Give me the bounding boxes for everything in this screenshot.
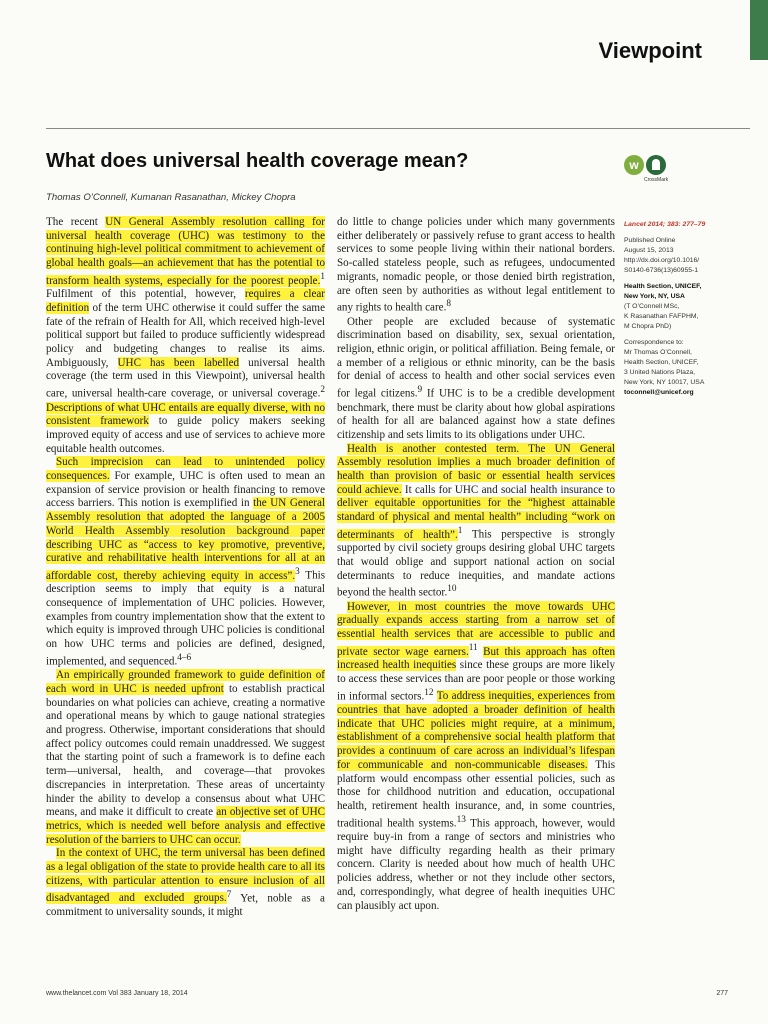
badges [624, 155, 680, 191]
paragraph-5: do little to change policies under which many governments either deliberately or passively refuse to grant access to health services to some people living within their national borders. So-called stateless people, such as refugees, undocumented migrants, nomadic people, or those denied birth registration, are often seen by authorities as without legal entitlement to any rights to health care.$^8$ [337, 216, 615, 314]
correspondence-line: Mr Thomas O’Connell, [624, 349, 692, 356]
paragraph-8: However, in most countries the move towards UHC gradually expands access starting from a narrow set of essential health services that are accessible to public and private sector wage earners.$^{11}$ But this approach has often increased health inequities since these groups are more likely to access these services than are poor people or those working in informal sectors.$^{12}$ To address inequities, experiences from countries that have adopted a broader definition of health indicate that UHC policies might require, at a minimum, establishment of a comprehensive social health platform that provides a continuum of care across an individual’s lifespan for communicable and non-communicable diseases. This platform would encompass other essential policies, such as those for childhood nutrition and education, occupational health, retirement health insurance, and, in some countries, traditional health systems.$^{13}$ This approach, however, would require buy-in from a range of sectors and ministries who might have difficulty regarding health as their primary concern. Clarity is needed about how much of health UHC policies address, whether or not they include other sectors, and, correspondingly, what degree of health inequities UHC can plausibly act upon. [337, 600, 616, 912]
affiliation [624, 282, 742, 332]
published-label: Published Online [624, 237, 676, 244]
citation: Lancet 2014; 383: 277–79 [624, 221, 706, 228]
section-label: Viewpoint [598, 38, 702, 63]
affiliation-author: (T O’Connell MSc, [624, 303, 680, 310]
doi-link[interactable]: http://dx.doi.org/10.1016/ [624, 257, 700, 264]
correspondence-email[interactable]: toconnell@unicef.org [624, 389, 694, 396]
accent-bar [750, 0, 768, 60]
crossmark-bookmark-icon [652, 159, 660, 170]
correspondence-line: New York, NY 10017, USA [624, 379, 705, 386]
affiliation-location: New York, NY, USA [624, 293, 685, 300]
publication-info [624, 236, 742, 276]
crossmark-label: CrossMark [644, 177, 669, 183]
open-access-icon: w [624, 155, 644, 175]
crossmark-icon[interactable] [646, 155, 666, 175]
footer-journal[interactable]: www.thelancet.com Vol 383 January 18, 2014 [46, 990, 188, 997]
paragraph-2: Such imprecision can lead to unintended policy consequences. For example, UHC is often used to mean an expansion of service provision or health financing to remove access barriers. This notion is exemplified in the UN General Assembly resolution that adopted the language of a 2005 World Health Assembly resolution background paper describing UHC as “access to key promotive, preventive, curative and rehabilitative health interventions for all at an affordable cost, thereby achieving equity in access”.$^3$ This description seems to imply that equity is a natural consequence of implementation of UHC policies. However, examples from country implementation show that the extent to which equity is improved through UHC policies is conditional on how UHC terms and policies are defined, designed, implemented, and sequenced.$^{4-6}$ [46, 456, 326, 668]
page-number: 277 [716, 990, 728, 997]
sidebar [624, 220, 742, 404]
header-rule [46, 128, 750, 129]
affiliation-author: M Chopra PhD) [624, 323, 672, 330]
doi-id: S0140-6736(13)60955-1 [624, 267, 699, 274]
correspondence-line: 3 United Nations Plaza, [624, 369, 696, 376]
article-authors: Thomas O’Connell, Kumanan Rasanathan, Mickey Chopra [46, 192, 296, 203]
affiliation-org: Health Section, UNICEF, [624, 283, 702, 290]
correspondence-line: Health Section, UNICEF, [624, 359, 699, 366]
correspondence [624, 338, 742, 398]
affiliation-author: K Rasanathan FAFPHM, [624, 313, 699, 320]
body-column-1 [46, 216, 325, 920]
published-date: August 15, 2013 [624, 247, 674, 254]
paragraph-1: The recent UN General Assembly resolution calling for universal health coverage (UHC) was testimony to the continuing high-level political commitment to achievement of global health goals—an achievement that has the potential to transform health systems, especially for the poorest people.$^1$ Fulfilment of this potential, however, requires a clear definition of the term UHC otherwise it could suffer the same fate of the refrain of Health for All, which received high-level political support but failed to produce sufficiently widespread policy and budgeting changes to realise its aims. Ambiguously, UHC has been labelled universal health coverage (the term used in this Viewpoint), universal health care, universal health-care coverage, or universal coverage.$^2$ Descriptions of what UHC entails are equally diverse, with no consistent framework to guide policy makers seeking improved equity of access and use of services to achieve more equitable health outcomes. [46, 216, 326, 455]
paragraph-3: An empirically grounded framework to guide definition of each word in UHC is needed upfront to establish practical boundaries on what policies can achieve, creating a normative and operational means by which to gauge national strategies and progress. Otherwise, important considerations that should affect policy outcomes could remain unaddressed. We suggest that the starting point of such a framework is to define each term—universal, health, and coverage—that provokes discrepancies in interpretation. These areas of uncertainty hinder the ability to develop a consensus about what UHC means, and make it difficult to create an objective set of UHC metrics, which is needed well before analysis and effective resolution of the barriers to UHC can occur. [46, 669, 326, 846]
paragraph-4: In the context of UHC, the term universal has been defined as a legal obligation of the state to provide health care to all its citizens, with particular attention to ensure inclusion of all disadvantaged and excluded groups.$^7$ Yet, noble as a commitment to universality sounds, it might [46, 847, 325, 918]
body-column-2 [337, 216, 615, 913]
article-title: What does universal health coverage mean? [46, 150, 469, 172]
paragraph-6: Other people are excluded because of systematic discrimination based on disability, sex, sexual orientation, religion, ethnic origin, or political affiliation. Being female, or a member of a religious or ethnic minority, can be the basis for denial of access to health and other social services even for legal citizens.$^9$ If UHC is to be a credible development benchmark, there must be clarity about how global aspirations of health for all are balanced against how a state defines citizenship and sets limits to its obligations under UHC. [337, 315, 615, 441]
paragraph-7: Health is another contested term. The UN General Assembly resolution implies a much broader definition of health than provision of basic or essential health services could achieve. It calls for UHC and social health insurance to deliver equitable opportunities for the “highest attainable standard of physical and mental health” including “work on determinants of health”.$^1$ This perspective is strongly supported by civil society groups desiring global UHC targets that would oblige and support national action on social determinants to reduce inequities, and mandate actions beyond the health sector.$^{10}$ [337, 442, 615, 600]
correspondence-label: Correspondence to: [624, 339, 684, 346]
